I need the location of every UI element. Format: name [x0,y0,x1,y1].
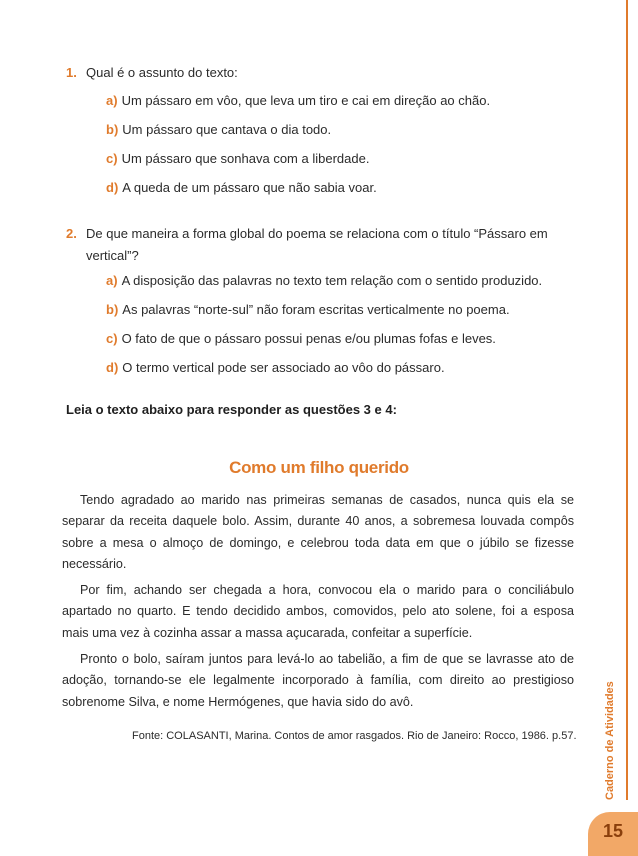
question-text: De que maneira a forma global do poema se relaciona com o título “Pássaro em vertical”? [86,226,548,263]
option-letter: a) [106,93,118,108]
option-letter: d) [106,180,119,195]
option-2b [106,302,510,317]
option-2a [106,273,542,288]
option-1b [106,122,331,137]
option-2c [106,331,496,346]
option-text: Um pássaro que cantava o dia todo. [122,122,332,137]
question-1 [66,62,586,84]
option-1a [106,93,490,108]
source-citation: Fonte: COLASANTI, Marina. Contos de amor rasgados. Rio de Janeiro: Rocco, 1986. p.57. [132,730,577,742]
sidebar-rule [626,0,628,800]
question-2 [66,223,586,267]
paragraph-3: Pronto o bolo, saíram juntos para levá-lo ao tabelião, a fim de que se lavrasse ato de adoção, tornando-se ele legalmente incorporado à família, com direito ao prestigioso sobrenome Silva, e nome Hermógenes, que havia sido do avô. [62,652,574,709]
option-letter: b) [106,122,119,137]
option-letter: a) [106,273,118,288]
option-text: O termo vertical pode ser associado ao vôo do pássaro. [122,360,445,375]
option-text: A queda de um pássaro que não sabia voar. [122,180,377,195]
option-2d [106,360,445,375]
option-letter: d) [106,360,119,375]
option-1d [106,180,377,195]
question-number: 1. [66,65,77,80]
sidebar-label: Caderno de Atividades [604,681,616,800]
option-text: A disposição das palavras no texto tem relação com o sentido produzido. [121,273,543,288]
reading-instruction: Leia o texto abaixo para responder as questões 3 e 4: [66,402,397,417]
question-text: Qual é o assunto do texto: [86,65,238,80]
option-letter: c) [106,151,118,166]
question-number: 2. [66,226,77,241]
option-1c [106,151,369,166]
option-text: O fato de que o pássaro possui penas e/ou plumas fofas e leves. [121,331,496,346]
option-text: As palavras “norte-sul” não foram escritas verticalmente no poema. [122,302,510,317]
paragraph-2: Por fim, achando ser chegada a hora, convocou ela o marido para o conciliábulo apartado no quarto. E tendo decidido ambos, comovidos, pelo ato solene, foi a esposa mais uma vez à cozinha assar a massa açucarada, confeitar a superfície. [62,583,574,640]
paragraph-1: Tendo agradado ao marido nas primeiras semanas de casados, nunca quis ela se separar da receita daquele bolo. Assim, durante 40 anos, a sobremesa louvada compôs sobre a mesa o almoço de domingo, e celebrou toda data em que o júbilo se fizesse necessário. [62,493,574,571]
option-letter: b) [106,302,119,317]
option-text: Um pássaro em vôo, que leva um tiro e cai em direção ao chão. [121,93,491,108]
page-number: 15 [602,821,624,841]
option-letter: c) [106,331,118,346]
option-text: Um pássaro que sonhava com a liberdade. [121,151,370,166]
text-title: Como um filho querido [229,458,409,477]
page-number-tab [588,812,638,856]
